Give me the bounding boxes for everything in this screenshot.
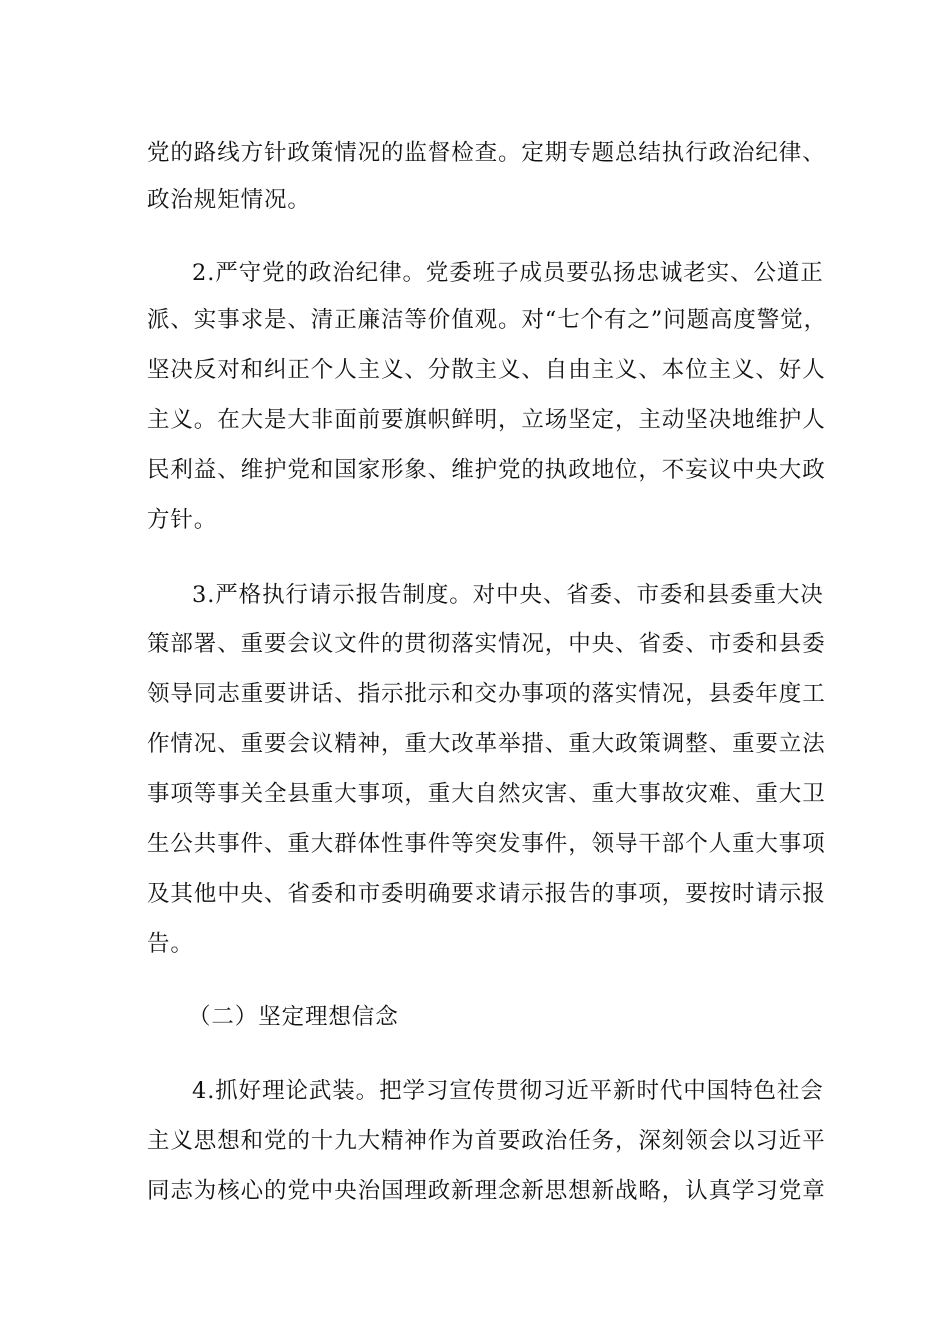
text-line: 告。 [147, 931, 194, 957]
text-line: 方针。 [147, 507, 218, 533]
text-line: 作情况、重要会议精神，重大改革举措、重大政策调整、重要立法 [147, 731, 826, 757]
text-line: 政治规矩情况。 [147, 187, 311, 213]
text-line: 民利益、维护党和国家形象、维护党的执政地位，不妄议中央大政 [147, 457, 826, 483]
text-line: 生公共事件、重大群体性事件等突发事件，领导干部个人重大事项 [147, 831, 826, 857]
text-line: 事项等事关全县重大事项，重大自然灾害、重大事故灾难、重大卫 [147, 781, 826, 807]
text-line: 同志为核心的党中央治国理政新理念新思想新战略，认真学习党章 [147, 1178, 826, 1204]
section-heading: （二）坚定理想信念 [188, 1004, 399, 1030]
text-line: 领导同志重要讲话、指示批示和交办事项的落实情况，县委年度工 [147, 681, 826, 707]
text-line: 策部署、重要会议文件的贯彻落实情况，中央、省委、市委和县委 [147, 631, 826, 657]
paragraph-3-first-line: 3.严格执行请示报告制度。对中央、省委、市委和县委重大决 [192, 582, 824, 608]
text-line: 派、实事求是、清正廉洁等价值观。对“七个有之”问题高度警觉， [147, 307, 828, 333]
paragraph-4-first-line: 4.抓好理论武装。把学习宣传贯彻习近平新时代中国特色社会 [192, 1078, 824, 1104]
text-line: 党的路线方针政策情况的监督检查。定期专题总结执行政治纪律、 [147, 140, 826, 166]
paragraph-2-first-line: 2.严守党的政治纪律。党委班子成员要弘扬忠诚老实、公道正 [192, 260, 824, 286]
text-line: 主义思想和党的十九大精神作为首要政治任务，深刻领会以习近平 [147, 1128, 826, 1154]
text-line: 及其他中央、省委和市委明确要求请示报告的事项，要按时请示报 [147, 881, 826, 907]
text-line: 主义。在大是大非面前要旗帜鲜明，立场坚定，主动坚决地维护人 [147, 407, 826, 433]
text-line: 坚决反对和纠正个人主义、分散主义、自由主义、本位主义、好人 [147, 357, 826, 383]
